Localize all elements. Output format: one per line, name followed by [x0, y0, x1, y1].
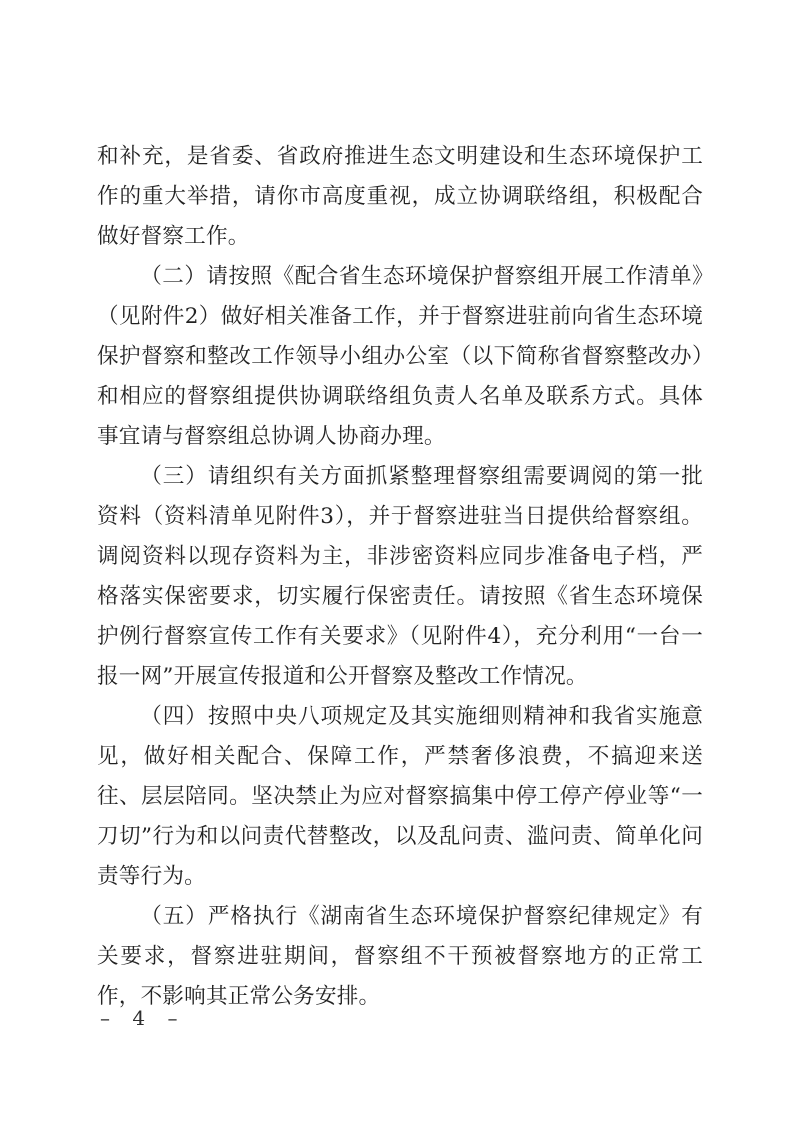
page-footer [100, 1006, 300, 1030]
body-paragraph-item-2: （二）请按照《配合省生态环境保护督察组开展工作清单》（见附件2）做好相关准备工作，并于督察进驻前向省生态环境保护督察和整改工作领导小组办公室（以下简称省督察整改办）和相应的督察组提供协调联络组负责人名单及联系方式。具体事宜请与督察组总协调人协商办理。 [97, 264, 703, 449]
page-number: – 4 – [100, 1006, 185, 1030]
body-paragraph-continuation: 和补充，是省委、省政府推进生态文明建设和生态环境保护工作的重大举措，请你市高度重视，成立协调联络组，积极配合做好督察工作。 [97, 144, 703, 249]
body-paragraph-item-3: （三）请组织有关方面抓紧整理督察组需要调阅的第一批资料（资料清单见附件3），并于督察进驻当日提供给督察组。调阅资料以现存资料为主，非涉密资料应同步准备电子档，严格落实保密要求，切实履行保密责任。请按照《省生态环境保护例行督察宣传工作有关要求》（见附件4），充分利用“一台一报一网”开展宣传报道和公开督察及整改工作情况。 [97, 464, 703, 689]
body-paragraph-item-5: （五）严格执行《湖南省生态环境保护督察纪律规定》有关要求，督察进驻期间，督察组不干预被督察地方的正常工作，不影响其正常公务安排。 [97, 904, 703, 1009]
body-paragraph-item-4: （四）按照中央八项规定及其实施细则精神和我省实施意见，做好相关配合、保障工作，严禁奢侈浪费，不搞迎来送往、层层陪同。坚决禁止为应对督察搞集中停工停产停业等“一刀切”行为和以问责代替整改，以及乱问责、滥问责、简单化问责等行为。 [97, 704, 703, 889]
document-body [97, 137, 703, 1017]
